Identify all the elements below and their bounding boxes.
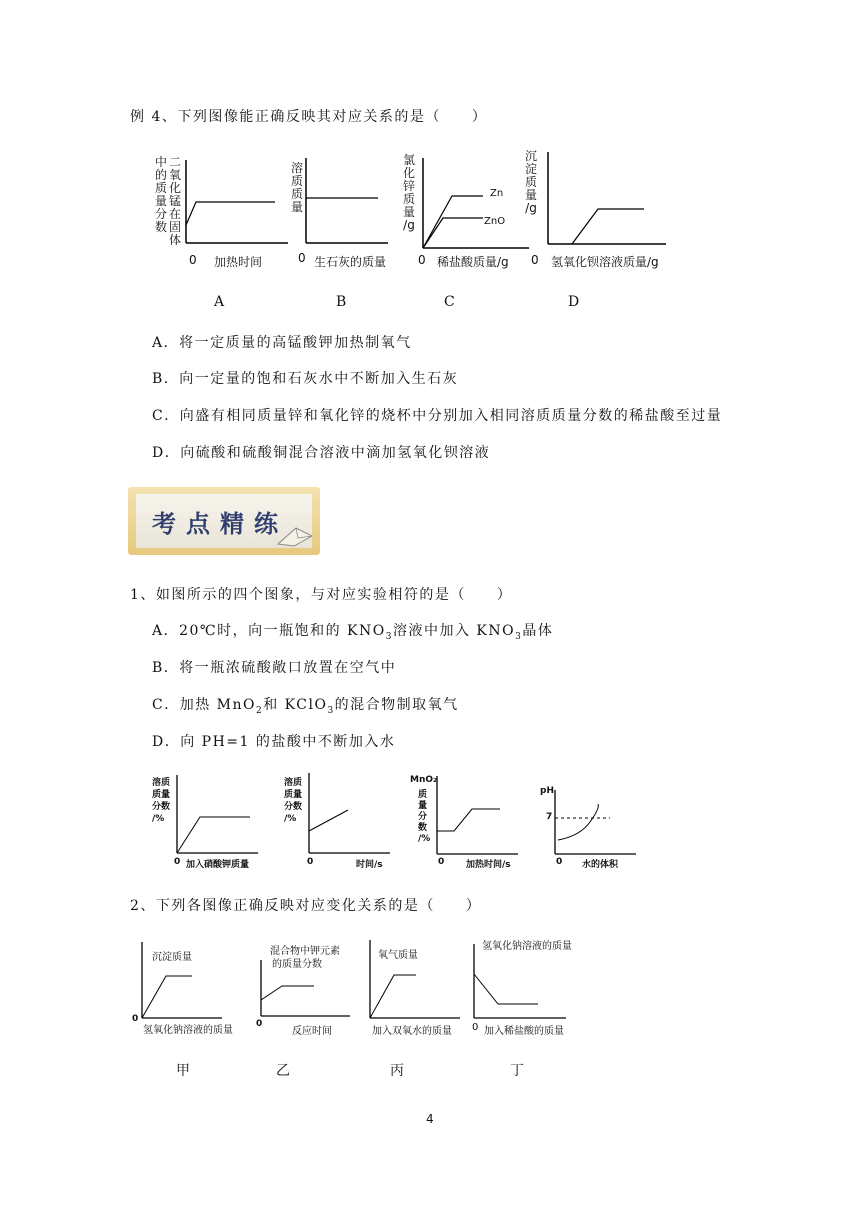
q1-option-a-post: 晶体 bbox=[522, 623, 554, 639]
q1-graph-2-origin: 0 bbox=[307, 857, 314, 867]
q2-graph-ding-xlabel: 加入稀盐酸的质量 bbox=[484, 1026, 564, 1037]
q2-graph-bing-letter: 丙 bbox=[390, 1063, 404, 1079]
q1-option-a-sub2: 3 bbox=[515, 631, 523, 642]
graph-c-ylabel: 氯 化 锌 质 量 /g bbox=[402, 153, 415, 232]
q1-option-a-mid: 溶液中加入 KNO bbox=[392, 623, 516, 639]
graph-a-ylabel-col2: 二氧化锰在固体 bbox=[168, 155, 181, 247]
q1-graph-4-mark: 7 bbox=[546, 812, 553, 822]
q1-option-c-pre: C．加热 MnO bbox=[152, 697, 256, 713]
q1-graph-1-xlabel: 加入硝酸钾质量 bbox=[186, 860, 250, 870]
q1-option-a-sub1: 3 bbox=[385, 631, 393, 642]
graph-a-ylabel-col1: 中的质量分数 bbox=[154, 155, 167, 234]
q2-graph-jia-xlabel: 氢氧化钠溶液的质量 bbox=[143, 1025, 233, 1036]
q1-option-c-sub2: 3 bbox=[327, 705, 335, 716]
q1-graph-3-origin: 0 bbox=[438, 857, 445, 867]
q2-graph-yi-letter: 乙 bbox=[276, 1063, 290, 1079]
q2-graph-ding-plot bbox=[470, 944, 570, 1020]
graph-a-xlabel: 加热时间 bbox=[214, 255, 263, 269]
q1-question: 1、如图所示的四个图象，与对应实验相符的是（ ） bbox=[130, 587, 513, 603]
graph-c-letter: C bbox=[444, 294, 455, 310]
q1-option-d: D．向 PH=1 的盐酸中不断加入水 bbox=[152, 734, 396, 750]
graph-c-curve-zn: Zn bbox=[490, 188, 504, 199]
example4-question: 例 4、下列图像能正确反映其对应关系的是（ ） bbox=[130, 109, 488, 125]
q2-graph-yi-xlabel: 反应时间 bbox=[292, 1026, 332, 1037]
banner-title: 考点精练 bbox=[152, 510, 288, 538]
graph-a-letter: A bbox=[214, 294, 225, 310]
section-banner bbox=[128, 487, 320, 555]
graph-a-origin: 0 bbox=[189, 253, 197, 267]
graph-d-letter: D bbox=[568, 294, 580, 310]
q1-option-c bbox=[152, 694, 459, 716]
graph-b-ylabel: 溶 质 质 量 bbox=[290, 161, 303, 214]
example4-option-a: A．将一定质量的高锰酸钾加热制氧气 bbox=[152, 335, 412, 351]
graph-b-letter: B bbox=[336, 294, 347, 310]
q1-graph-4-plot bbox=[550, 790, 640, 856]
q2-graph-jia-ylabel: 沉淀质量 bbox=[152, 952, 192, 963]
q1-graph-4-origin: 0 bbox=[556, 857, 563, 867]
q1-graph-1-origin: 0 bbox=[174, 857, 181, 867]
q1-option-a bbox=[152, 620, 553, 642]
q2-graph-ding-origin: 0 bbox=[472, 1022, 479, 1033]
example4-option-b: B．向一定量的饱和石灰水中不断加入生石灰 bbox=[152, 371, 459, 387]
q2-graph-yi-ylabel1: 混合物中钾元素 bbox=[270, 946, 340, 957]
graph-b-plot bbox=[300, 158, 410, 248]
q1-graph-4-ylabel: pH bbox=[540, 786, 554, 796]
graph-d-xlabel: 氢氧化钡溶液质量/g bbox=[551, 255, 659, 269]
q1-graph-1-ylabel: 溶质 质量 分数 /% bbox=[152, 778, 171, 824]
q2-question: 2、下列各图像正确反映对应变化关系的是（ ） bbox=[130, 898, 482, 914]
graph-c-curve-zno: ZnO bbox=[484, 216, 506, 227]
graph-c-xlabel: 稀盐酸质量/g bbox=[437, 255, 509, 269]
graph-c-origin: 0 bbox=[418, 253, 426, 267]
q2-graph-ding-ylabel: 氢氧化钠溶液的质量 bbox=[482, 941, 572, 952]
graph-c-plot bbox=[417, 158, 537, 250]
q2-graph-yi-origin: 0 bbox=[256, 1019, 263, 1029]
q2-graph-bing-xlabel: 加入双氧水的质量 bbox=[372, 1026, 452, 1037]
graph-b-xlabel: 生石灰的质量 bbox=[314, 255, 387, 269]
banner-panel bbox=[136, 494, 312, 548]
q1-option-c-sub1: 2 bbox=[256, 705, 264, 716]
q1-graph-2-plot bbox=[304, 773, 394, 855]
example4-option-d: D．向硫酸和硫酸铜混合溶液中滴加氢氧化钡溶液 bbox=[152, 445, 491, 461]
graph-b-origin: 0 bbox=[298, 251, 306, 265]
q2-graph-bing-plot bbox=[366, 940, 466, 1020]
graph-d-ylabel: 沉 淀 质 量 /g bbox=[524, 149, 537, 215]
q1-graph-2-ylabel: 溶质 质量 分数 /% bbox=[284, 778, 303, 824]
q1-option-c-mid: 和 KClO bbox=[263, 697, 328, 713]
q1-graph-2-xlabel: 时间/s bbox=[356, 860, 383, 870]
paper-roll-icon bbox=[276, 524, 314, 548]
q2-graph-yi-ylabel2: 的质量分数 bbox=[272, 959, 322, 970]
q1-graph-4-xlabel: 水的体积 bbox=[582, 860, 619, 870]
graph-a-plot bbox=[180, 160, 290, 250]
q1-option-a-pre: A．20℃时，向一瓶饱和的 KNO bbox=[152, 623, 386, 639]
q2-graph-jia-letter: 甲 bbox=[176, 1063, 190, 1079]
q1-option-b: B．将一瓶浓硫酸敞口放置在空气中 bbox=[152, 660, 397, 676]
graph-d-origin: 0 bbox=[531, 253, 539, 267]
q1-graph-3-plot bbox=[432, 776, 522, 856]
q2-graph-bing-ylabel: 氧气质量 bbox=[378, 950, 418, 961]
q2-graph-ding-letter: 丁 bbox=[510, 1063, 524, 1079]
q1-graph-3-ylabel: 质 量 分 数 /% bbox=[418, 790, 431, 844]
q1-graph-3-ylabel-top: MnO₂ bbox=[410, 775, 437, 785]
example4-option-c: C．向盛有相同质量锌和氧化锌的烧杯中分别加入相同溶质质量分数的稀盐酸至过量 bbox=[152, 408, 723, 424]
q2-graph-yi-plot bbox=[258, 960, 354, 1020]
q2-graph-jia-origin: 0 bbox=[132, 1014, 139, 1024]
page-number: 4 bbox=[426, 1112, 434, 1126]
q1-graph-3-xlabel: 加热时间/s bbox=[466, 860, 511, 870]
q2-graph-jia-plot bbox=[136, 942, 246, 1022]
q1-option-c-post: 的混合物制取氧气 bbox=[334, 697, 459, 713]
graph-d-plot bbox=[542, 152, 672, 248]
q1-graph-1-plot bbox=[172, 775, 262, 857]
